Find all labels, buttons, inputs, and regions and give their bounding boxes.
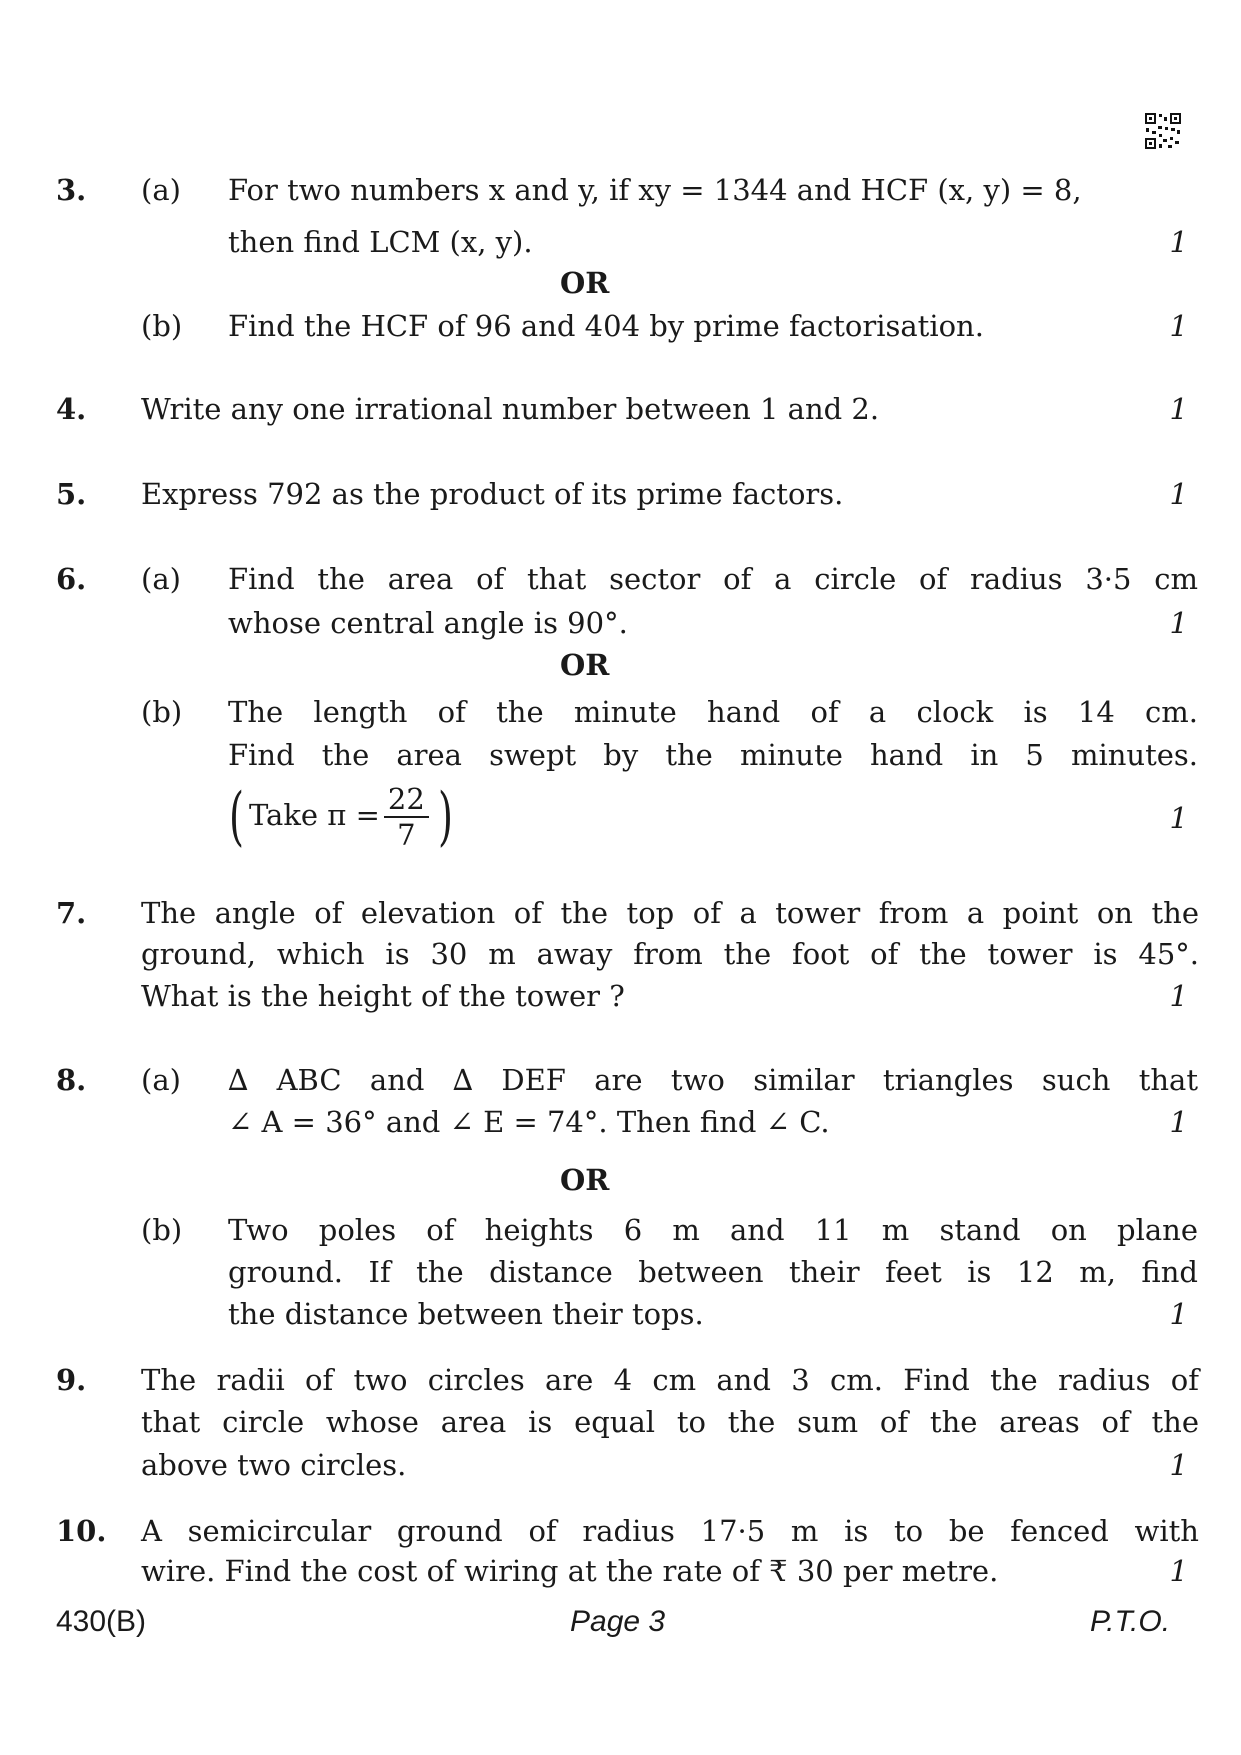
qr-code-icon [1144, 112, 1182, 150]
part-label: (b) [141, 1213, 183, 1247]
question-text: Find the HCF of 96 and 404 by prime factorisation. [228, 309, 984, 343]
question-text: Find the area swept by the minute hand in 5 minutes. [228, 738, 1198, 772]
part-label: (b) [141, 309, 183, 343]
marks: 1 [1169, 477, 1188, 511]
or-separator: OR [560, 266, 610, 300]
question-text: Write any one irrational number between 1 and 2. [141, 392, 880, 426]
question-text: For two numbers x and y, if xy = 1344 and HCF (x, y) = 8, [228, 173, 1082, 207]
question-text: then find LCM (x, y). [228, 225, 533, 259]
marks: 1 [1169, 1448, 1188, 1482]
take-pi-formula [224, 780, 458, 852]
left-paren: ( [228, 780, 244, 854]
fraction-numerator: 22 [384, 782, 429, 818]
pto-label: P.T.O. [1090, 1605, 1171, 1638]
question-text: Find the area of that sector of a circle of radius 3·5 cm [228, 562, 1198, 596]
marks: 1 [1169, 606, 1188, 640]
or-separator: OR [560, 648, 610, 682]
question-number: 3. [56, 173, 87, 207]
right-paren: ) [437, 780, 453, 854]
question-text: wire. Find the cost of wiring at the rate of ₹ 30 per metre. [141, 1554, 999, 1588]
marks: 1 [1169, 979, 1188, 1013]
question-text: ∆ ABC and ∆ DEF are two similar triangles such that [228, 1063, 1198, 1097]
question-number: 8. [56, 1063, 87, 1097]
question-text: The length of the minute hand of a clock is 14 cm. [228, 695, 1198, 729]
marks: 1 [1169, 1105, 1188, 1139]
page-number: Page 3 [570, 1605, 666, 1638]
part-label: (a) [141, 173, 181, 207]
question-number: 4. [56, 392, 87, 426]
or-separator: OR [560, 1163, 610, 1197]
question-text: The radii of two circles are 4 cm and 3 cm. Find the radius of [141, 1363, 1199, 1397]
marks: 1 [1169, 801, 1188, 835]
question-number: 7. [56, 896, 87, 930]
marks: 1 [1169, 392, 1188, 426]
question-number: 10. [56, 1514, 107, 1548]
marks: 1 [1169, 1297, 1188, 1331]
question-number: 5. [56, 477, 87, 511]
question-text: whose central angle is 90°. [228, 606, 628, 640]
question-number: 9. [56, 1363, 87, 1397]
question-text: ground, which is 30 m away from the foot of the tower is 45°. [141, 937, 1199, 971]
question-text: Express 792 as the product of its prime factors. [141, 477, 844, 511]
marks: 1 [1169, 1554, 1188, 1588]
question-text: The angle of elevation of the top of a tower from a point on the [141, 896, 1199, 930]
fraction-denominator: 7 [397, 818, 416, 852]
marks: 1 [1169, 309, 1188, 343]
paper-code: 430(B) [56, 1605, 147, 1638]
take-pi-label: Take π = [248, 798, 380, 832]
question-text: that circle whose area is equal to the sum of the areas of the [141, 1405, 1199, 1439]
fraction [384, 782, 429, 852]
question-text: ground. If the distance between their feet is 12 m, find [228, 1255, 1198, 1289]
part-label: (a) [141, 562, 181, 596]
part-label: (a) [141, 1063, 181, 1097]
question-text: the distance between their tops. [228, 1297, 704, 1331]
question-text: A semicircular ground of radius 17·5 m is to be fenced with [141, 1514, 1199, 1548]
question-text: above two circles. [141, 1448, 407, 1482]
question-text: Two poles of heights 6 m and 11 m stand on plane [228, 1213, 1198, 1247]
question-text: ∠ A = 36° and ∠ E = 74°. Then find ∠ C. [228, 1105, 830, 1139]
question-number: 6. [56, 562, 87, 596]
part-label: (b) [141, 695, 183, 729]
question-text: What is the height of the tower ? [141, 979, 625, 1013]
marks: 1 [1169, 225, 1188, 259]
